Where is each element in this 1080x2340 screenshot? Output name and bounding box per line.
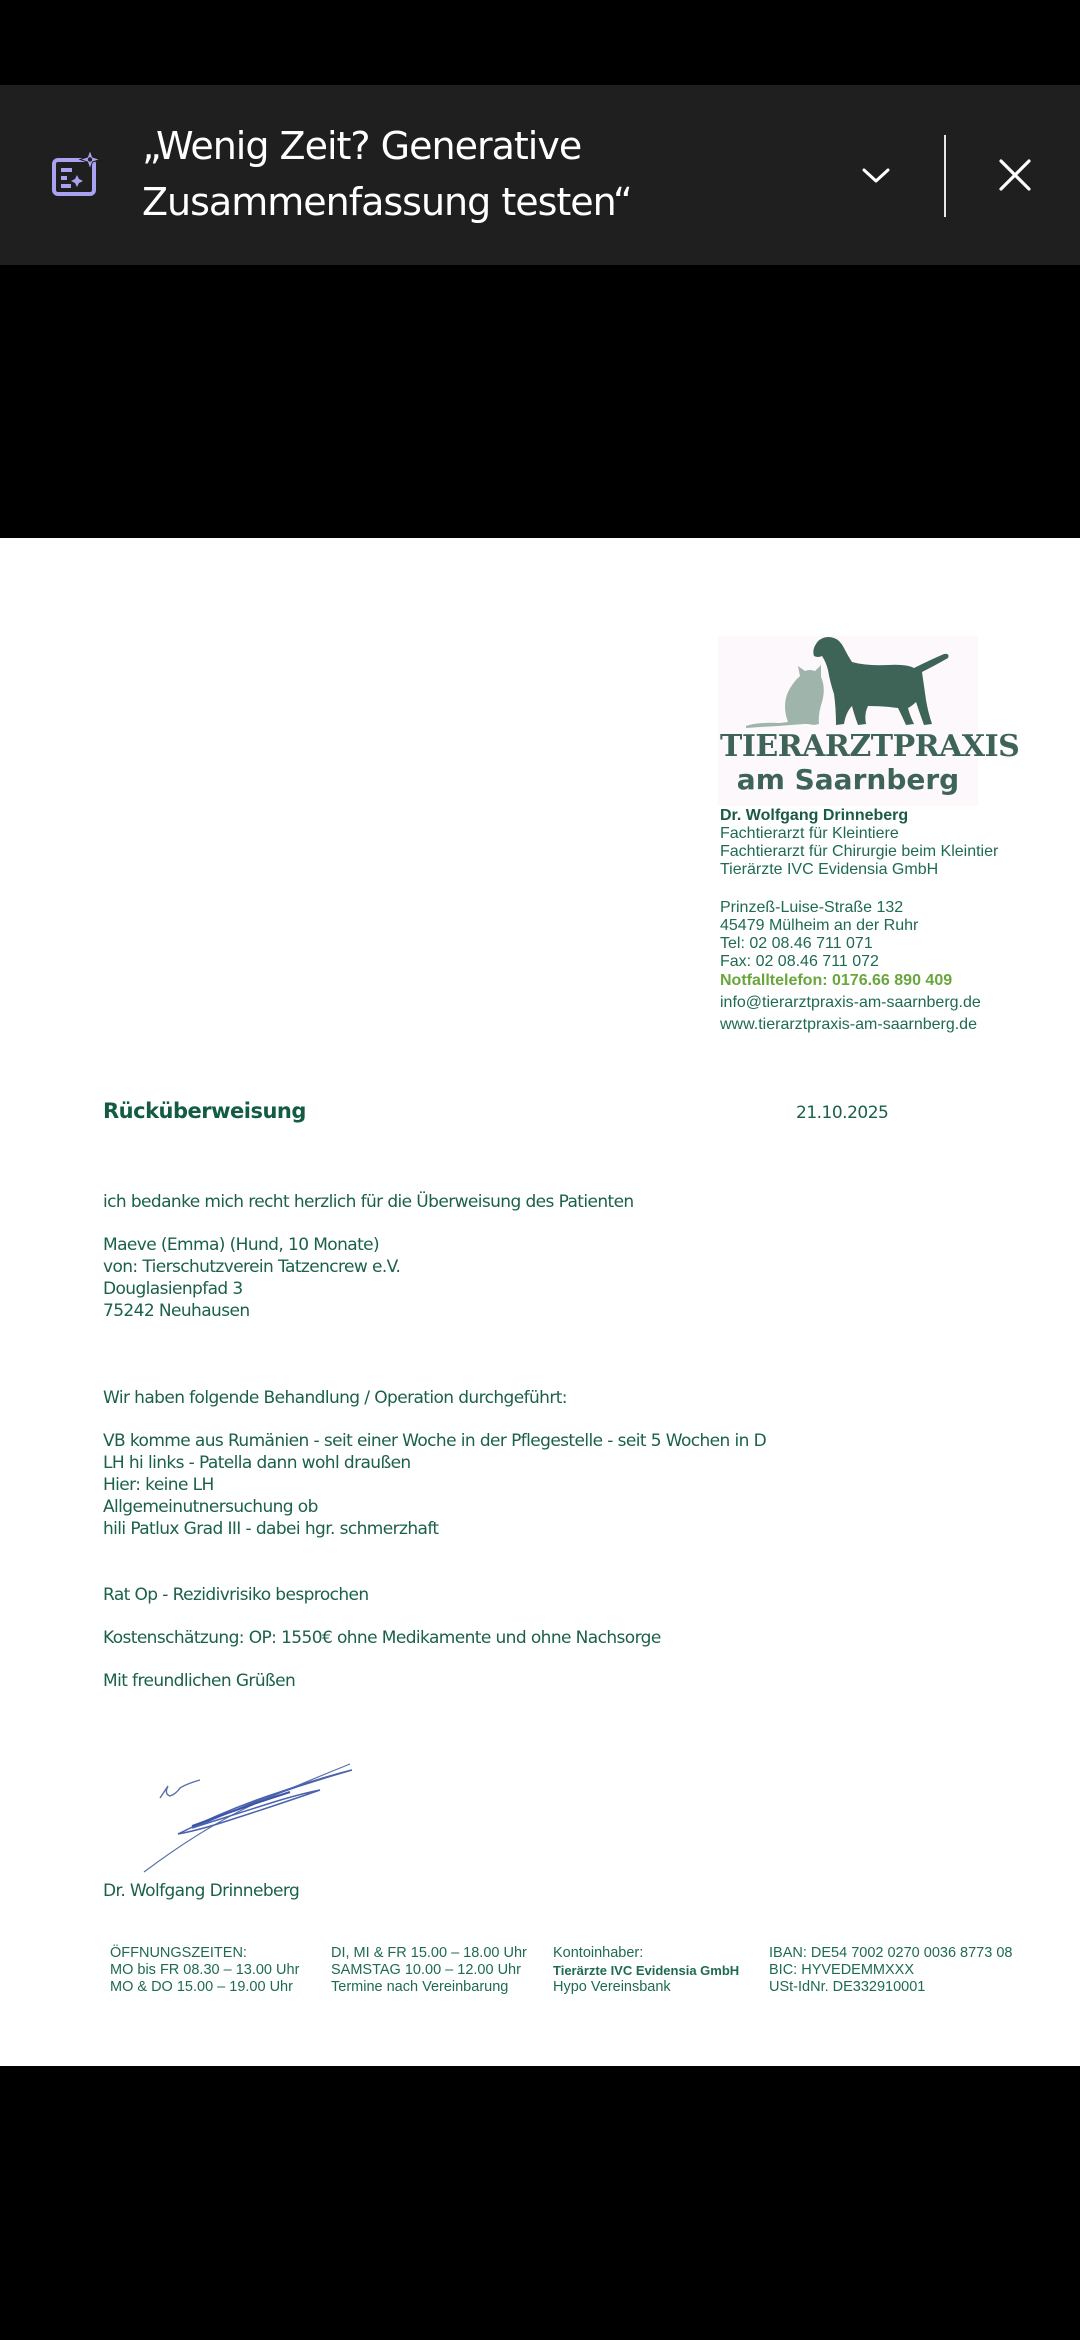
logo-text-line1: TIERARZTPRAXIS (720, 729, 1020, 764)
footer-hours-line: SAMSTAG 10.00 – 12.00 Uhr (331, 1962, 521, 1978)
treatment-line: hili Patlux Grad III - dabei hgr. schmerzhaft (103, 1519, 439, 1539)
letterhead-title2: Fachtierarzt für Chirurgie beim Kleintier (720, 843, 999, 860)
banner-title-line1: „Wenig Zeit? Generative (142, 124, 582, 168)
footer-hours-heading: ÖFFNUNGSZEITEN: (110, 1945, 247, 1961)
letterhead-tel: Tel: 02 08.46 711 071 (720, 935, 873, 952)
letter-intro: ich bedanke mich recht herzlich für die Überweisung des Patienten (103, 1192, 634, 1212)
footer-bank-name: Hypo Vereinsbank (553, 1979, 671, 1995)
letter-subject: Rücküberweisung (103, 1099, 306, 1123)
footer-hours-line: Termine nach Vereinbarung (331, 1979, 509, 1995)
footer-bank (769, 1945, 1012, 1996)
closing: Mit freundlichen Grüßen (103, 1671, 296, 1691)
banner-title-line2: Zusammenfassung testen“ (142, 180, 632, 224)
practice-logo (718, 636, 1020, 806)
footer-hours-line: MO bis FR 08.30 – 13.00 Uhr (110, 1962, 300, 1978)
footer-account-label: Kontoinhaber: (553, 1945, 644, 1961)
close-icon[interactable] (996, 156, 1034, 194)
letterhead-company: Tierärzte IVC Evidensia GmbH (720, 861, 939, 878)
letterhead-city: 45479 Mülheim an der Ruhr (720, 917, 919, 934)
treatment-heading: Wir haben folgende Behandlung / Operation durchgeführt: (103, 1388, 567, 1408)
footer-account (553, 1945, 739, 1996)
letterhead-emergency: Notfalltelefon: 0176.66 890 409 (720, 972, 953, 989)
footer-account-holder: Tierärzte IVC Evidensia GmbH (553, 1963, 740, 1978)
letterhead-email: info@tierarztpraxis-am-saarnberg.de (720, 994, 981, 1011)
footer-iban: IBAN: DE54 7002 0270 0036 8773 08 (769, 1945, 1013, 1961)
banner-divider (944, 135, 946, 217)
treatment-line: VB komme aus Rumänien - seit einer Woche in der Pflegestelle - seit 5 Wochen in D (103, 1431, 767, 1451)
letterhead-fax: Fax: 02 08.46 711 072 (720, 953, 879, 970)
logo-text-line2: am Saarnberg (736, 763, 960, 796)
letterhead-doctor: Dr. Wolfgang Drinneberg (720, 807, 909, 824)
document-page (0, 538, 1080, 2066)
referrer-address1: Douglasienpfad 3 (103, 1279, 243, 1299)
letterhead-street: Prinzeß-Luise-Straße 132 (720, 899, 904, 916)
referrer-address2: 75242 Neuhausen (103, 1301, 250, 1321)
letterhead-web: www.tierarztpraxis-am-saarnberg.de (720, 1016, 977, 1033)
chevron-down-icon[interactable] (858, 158, 894, 194)
treatment-line: Allgemeinutnersuchung ob (103, 1497, 318, 1517)
footer-hours (110, 1945, 299, 1996)
banner-title[interactable] (142, 118, 782, 230)
signature (140, 1760, 355, 1878)
footer-vat: USt-IdNr. DE332910001 (769, 1979, 926, 1995)
signatory-name: Dr. Wolfgang Drinneberg (103, 1881, 300, 1901)
patient-name: Maeve (Emma) (Hund, 10 Monate) (103, 1235, 380, 1255)
letter-date: 21.10.2025 (796, 1103, 889, 1123)
treatment-line: Hier: keine LH (103, 1475, 214, 1495)
ai-summary-icon[interactable] (50, 148, 102, 200)
footer-bic: BIC: HYVEDEMMXXX (769, 1962, 915, 1978)
treatment-line: LH hi links - Patella dann wohl draußen (103, 1453, 411, 1473)
footer-hours-line: MO & DO 15.00 – 19.00 Uhr (110, 1979, 293, 1995)
cost-estimate: Kostenschätzung: OP: 1550€ ohne Medikamente und ohne Nachsorge (103, 1628, 661, 1648)
footer-hours2 (331, 1945, 527, 1996)
footer-hours-line: DI, MI & FR 15.00 – 18.00 Uhr (331, 1945, 527, 1961)
letterhead-title1: Fachtierarzt für Kleintiere (720, 825, 899, 842)
dog-cat-logo-icon (718, 636, 978, 730)
advice: Rat Op - Rezidivrisiko besprochen (103, 1585, 369, 1605)
referrer: von: Tierschutzverein Tatzencrew e.V. (103, 1257, 401, 1277)
